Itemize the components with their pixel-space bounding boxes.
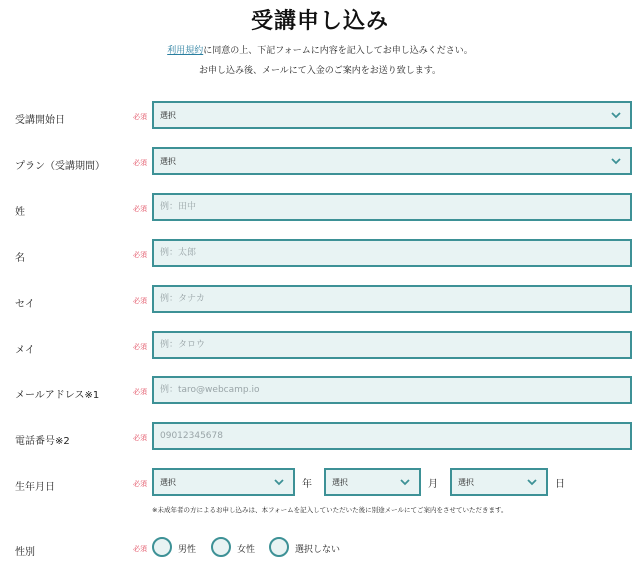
required-badge: 必須: [133, 343, 147, 351]
required-badge: 必須: [133, 388, 147, 396]
required-badge: 必須: [133, 113, 147, 121]
intro-text-rest: に同意の上、下記フォームに内容を記入してお申し込みください。: [203, 46, 473, 56]
email-label: メールアドレス※1: [15, 390, 100, 401]
plan-label: プラン（受講期間）: [15, 161, 105, 172]
gender-option-none[interactable]: 選択しない: [295, 545, 341, 555]
chevron-down-icon: [610, 155, 622, 167]
first-name-kana-field[interactable]: [152, 331, 632, 359]
gender-option-female[interactable]: 女性: [237, 545, 256, 555]
first-name-input[interactable]: [154, 241, 630, 265]
birth-month-value: 選択: [332, 478, 348, 487]
chevron-down-icon: [526, 476, 538, 488]
chevron-down-icon: [273, 476, 285, 488]
intro-text: [0, 43, 640, 56]
gender-option-male[interactable]: 男性: [178, 545, 197, 555]
birth-month-select[interactable]: [324, 468, 421, 496]
start-date-label: 受講開始日: [15, 115, 65, 126]
start-date-select[interactable]: [152, 101, 632, 129]
terms-link[interactable]: 利用規約: [167, 46, 204, 56]
phone-field[interactable]: [152, 422, 632, 450]
minor-note: ※未成年者の方によるお申し込みは、本フォームを記入していただいた後に別途メールにてご案内をさせていただきます。: [152, 506, 508, 514]
first-name-label: 名: [15, 253, 25, 264]
birth-day-value: 選択: [458, 478, 474, 487]
last-name-kana-input[interactable]: [154, 287, 630, 311]
required-badge: 必須: [133, 251, 147, 259]
birth-year-select[interactable]: [152, 468, 295, 496]
gender-radio-female[interactable]: [211, 537, 231, 557]
required-badge: 必須: [133, 434, 147, 442]
email-field[interactable]: [152, 376, 632, 404]
last-name-kana-label: セイ: [15, 299, 35, 310]
email-input[interactable]: [154, 378, 630, 402]
required-badge: 必須: [133, 205, 147, 213]
birth-day-select[interactable]: [450, 468, 548, 496]
required-badge: 必須: [133, 480, 147, 488]
plan-value: 選択: [160, 157, 176, 166]
chevron-down-icon: [610, 109, 622, 121]
gender-radio-male[interactable]: [152, 537, 172, 557]
day-unit: 日: [555, 479, 565, 490]
year-unit: 年: [302, 479, 312, 490]
first-name-kana-input[interactable]: [154, 333, 630, 357]
month-unit: 月: [428, 479, 438, 490]
gender-label: 性別: [15, 547, 35, 558]
intro-text-2: お申し込み後、メールにて入金のご案内をお送り致します。: [198, 66, 442, 76]
birthdate-label: 生年月日: [15, 482, 55, 493]
phone-input[interactable]: [154, 424, 630, 448]
birth-year-value: 選択: [160, 478, 176, 487]
last-name-label: 姓: [15, 207, 25, 218]
start-date-value: 選択: [160, 111, 176, 120]
chevron-down-icon: [399, 476, 411, 488]
last-name-input[interactable]: [154, 195, 630, 219]
page-title: 受講申し込み: [250, 9, 389, 34]
last-name-field[interactable]: [152, 193, 632, 221]
required-badge: 必須: [133, 159, 147, 167]
last-name-kana-field[interactable]: [152, 285, 632, 313]
required-badge: 必須: [133, 297, 147, 305]
first-name-kana-label: メイ: [15, 345, 35, 356]
phone-label: 電話番号※2: [15, 436, 70, 447]
plan-select[interactable]: [152, 147, 632, 175]
first-name-field[interactable]: [152, 239, 632, 267]
required-badge: 必須: [133, 545, 147, 553]
gender-radio-none[interactable]: [269, 537, 289, 557]
